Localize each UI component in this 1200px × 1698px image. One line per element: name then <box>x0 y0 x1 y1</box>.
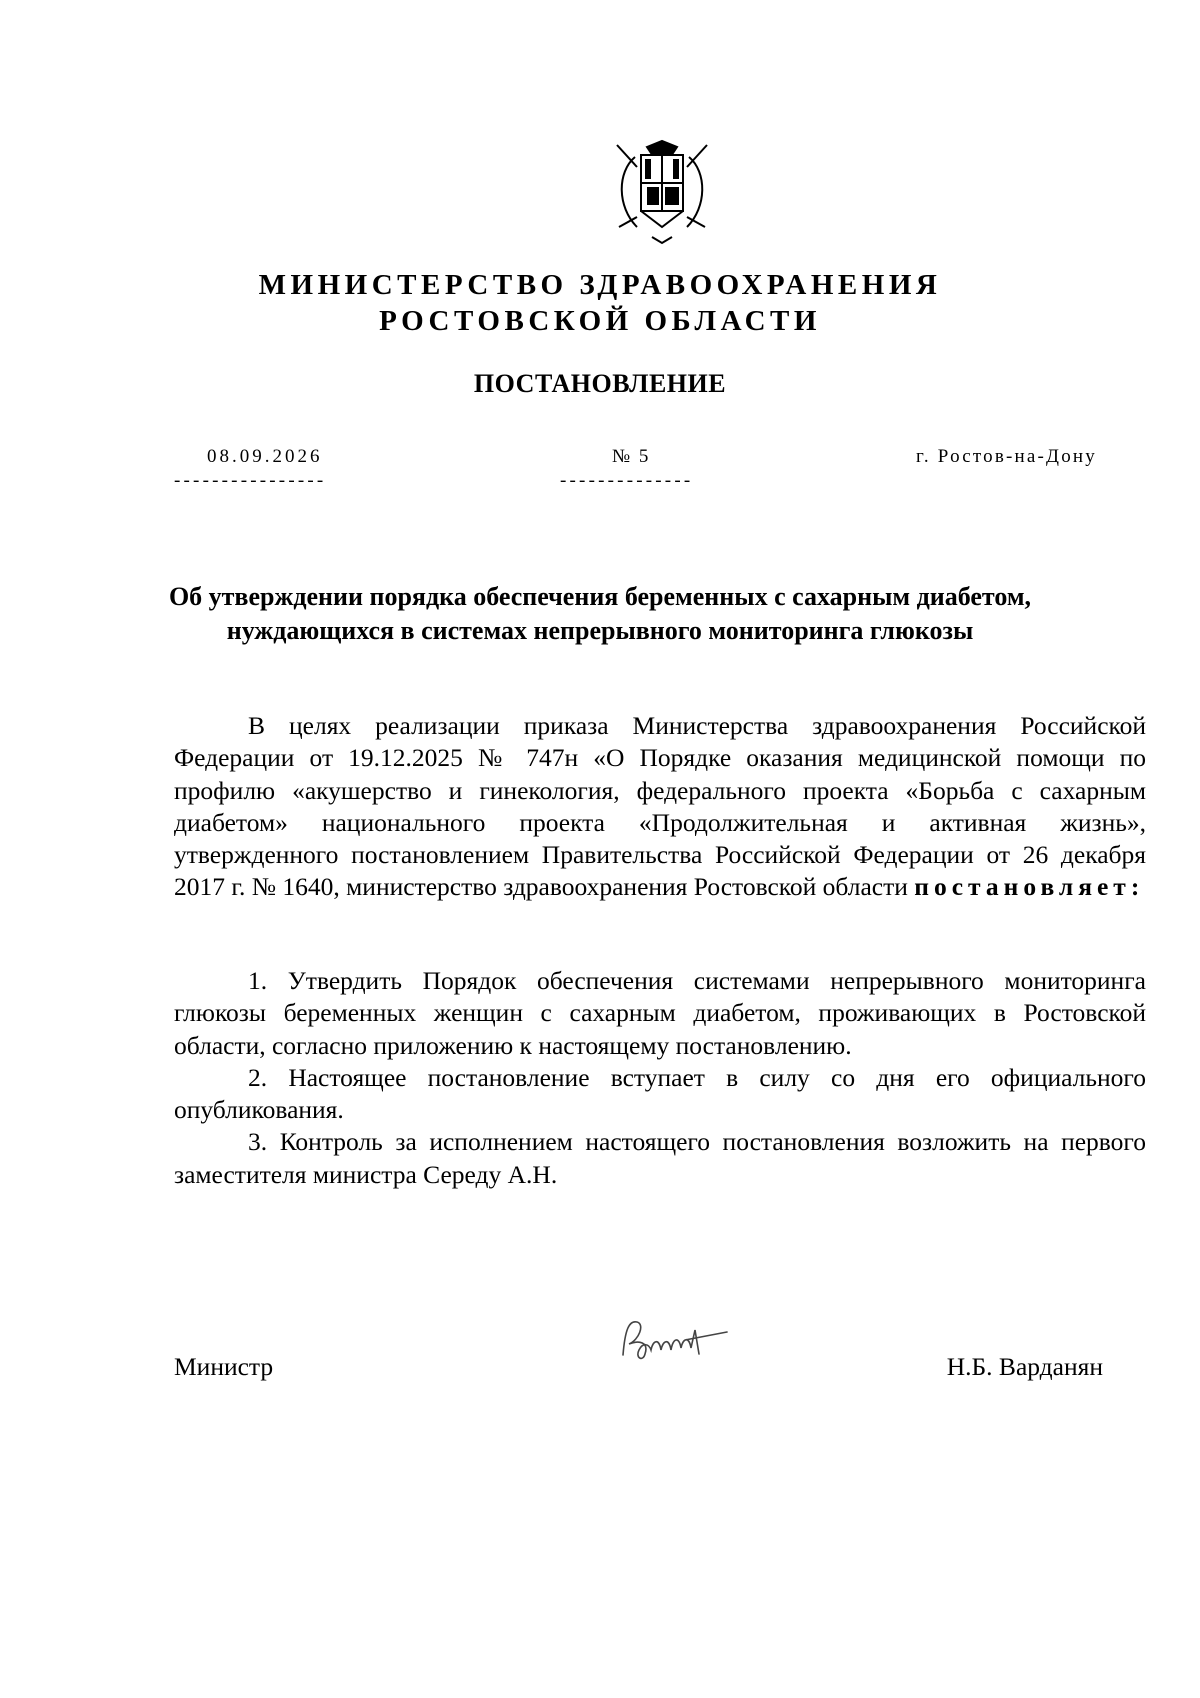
decree-items <box>174 965 1146 1191</box>
document-type: ПОСТАНОВЛЕНИЕ <box>473 369 727 398</box>
document-date: 08.09.2026 <box>207 446 323 467</box>
preamble-paragraph <box>174 710 1146 904</box>
document-place: г. Ростов-на-Дону <box>916 446 1097 467</box>
ministry-name-line-1: МИНИСТЕРСТВО ЗДРАВООХРАНЕНИЯ <box>258 269 942 301</box>
preamble-text: В целях реализации приказа Министерства здравоохранения Российской Федерации от 19.12.2025 № 747н «О Порядке оказания медицинской помощи по профилю «акушерство и гинекология, федерального проекта «Борьба с сахарным диабетом» национального проекта «Продолжительная и активная жизнь», утвержденного постановлением Правительства Российской Федерации от 26 декабря 2017 г. № 1640, министерство здравоохранения Ростовской области <box>174 711 1146 902</box>
decree-item-3: 3. Контроль за исполнением настоящего постановления возложить на первого заместителя министра Середу А.Н. <box>174 1127 1146 1189</box>
decree-item-2: 2. Настоящее постановление вступает в силу со дня его официального опубликования. <box>174 1062 1146 1125</box>
preamble <box>174 710 1146 904</box>
document-title-line-1: Об утверждении порядка обеспечения беременных с сахарным диабетом, <box>168 582 1032 611</box>
ministry-name-line-2: РОСТОВСКОЙ ОБЛАСТИ <box>379 305 821 337</box>
handwritten-signature-icon <box>615 1310 735 1370</box>
document-title <box>0 580 1200 648</box>
date-underline: ---------------- <box>174 470 327 491</box>
decree-item-1: 1. Утвердить Порядок обеспечения системами непрерывного мониторинга глюкозы беременных женщин с сахарным диабетом, проживающих в Ростовской области, согласно приложению к настоящему постановлению. <box>174 966 1146 1060</box>
coat-of-arms-icon <box>607 137 717 247</box>
document-title-line-2: нуждающихся в системах непрерывного мониторинга глюкозы <box>226 616 974 645</box>
resolves-word: постановляет: <box>914 872 1145 902</box>
document-number: № 5 <box>612 446 651 467</box>
signatory-name: Н.Б. Варданян <box>946 1352 1103 1381</box>
number-underline: -------------- <box>560 470 694 491</box>
signatory-position: Министр <box>174 1352 274 1381</box>
